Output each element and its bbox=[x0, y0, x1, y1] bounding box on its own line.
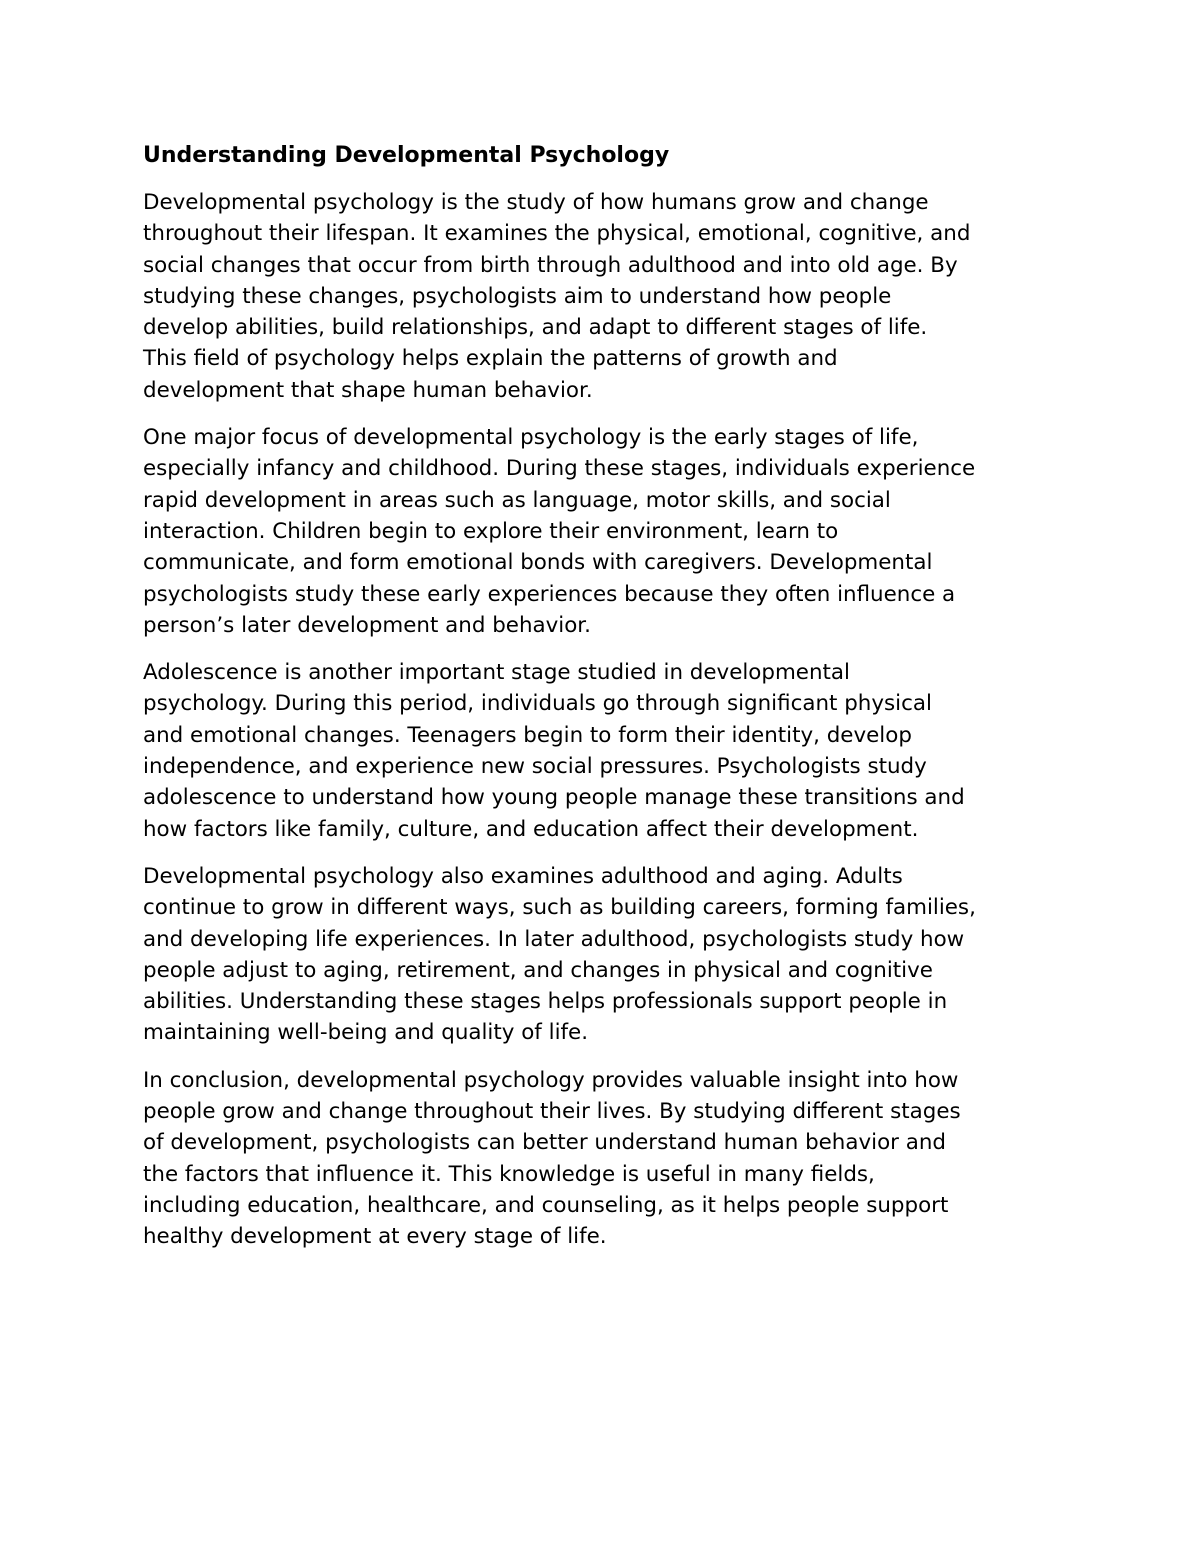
paragraph-early-stages: One major focus of developmental psychology is the early stages of life, especially infancy and childhood. During these stages, individuals experience rapid development in areas such as language, motor skills, and social interaction. Children begin to explore their environment, learn to communicate, and form emotional bonds with caregivers. Developmental psychologists study these early experiences because they often influence a person’s later development and behavior. bbox=[143, 425, 976, 638]
document-body bbox=[143, 140, 1078, 1269]
paragraph-adulthood: Developmental psychology also examines adulthood and aging. Adults continue to grow in different ways, such as building careers, forming families, and developing life experiences. In later adulthood, psychologists study how people adjust to aging, retirement, and changes in physical and cognitive abilities. Understanding these stages helps professionals support people in maintaining well-being and quality of life. bbox=[143, 863, 976, 1046]
paragraph-intro: Developmental psychology is the study of how humans grow and change throughout their lifespan. It examines the physical, emotional, cognitive, and social changes that occur from birth through adulthood and into old age. By studying these changes, psychologists aim to understand how people develop abilities, build relationships, and adapt to different stages of life. This field of psychology helps explain the patterns of growth and development that shape human behavior. bbox=[143, 190, 971, 403]
paragraph-adolescence: Adolescence is another important stage studied in developmental psychology. During this period, individuals go through significant physical and emotional changes. Teenagers begin to form their identity, develop independence, and experience new social pressures. Psychologists study adolescence to understand how young people manage these transitions and how factors like family, culture, and education affect their development. bbox=[143, 660, 965, 842]
paragraph-conclusion: In conclusion, developmental psychology provides valuable insight into how people grow and change throughout their lives. By studying different stages of development, psychologists can better understand human behavior and the factors that influence it. This knowledge is useful in many fields, including education, healthcare, and counseling, as it helps people support healthy development at every stage of life. bbox=[143, 1067, 961, 1250]
document-title: Understanding Developmental Psychology bbox=[143, 143, 670, 168]
